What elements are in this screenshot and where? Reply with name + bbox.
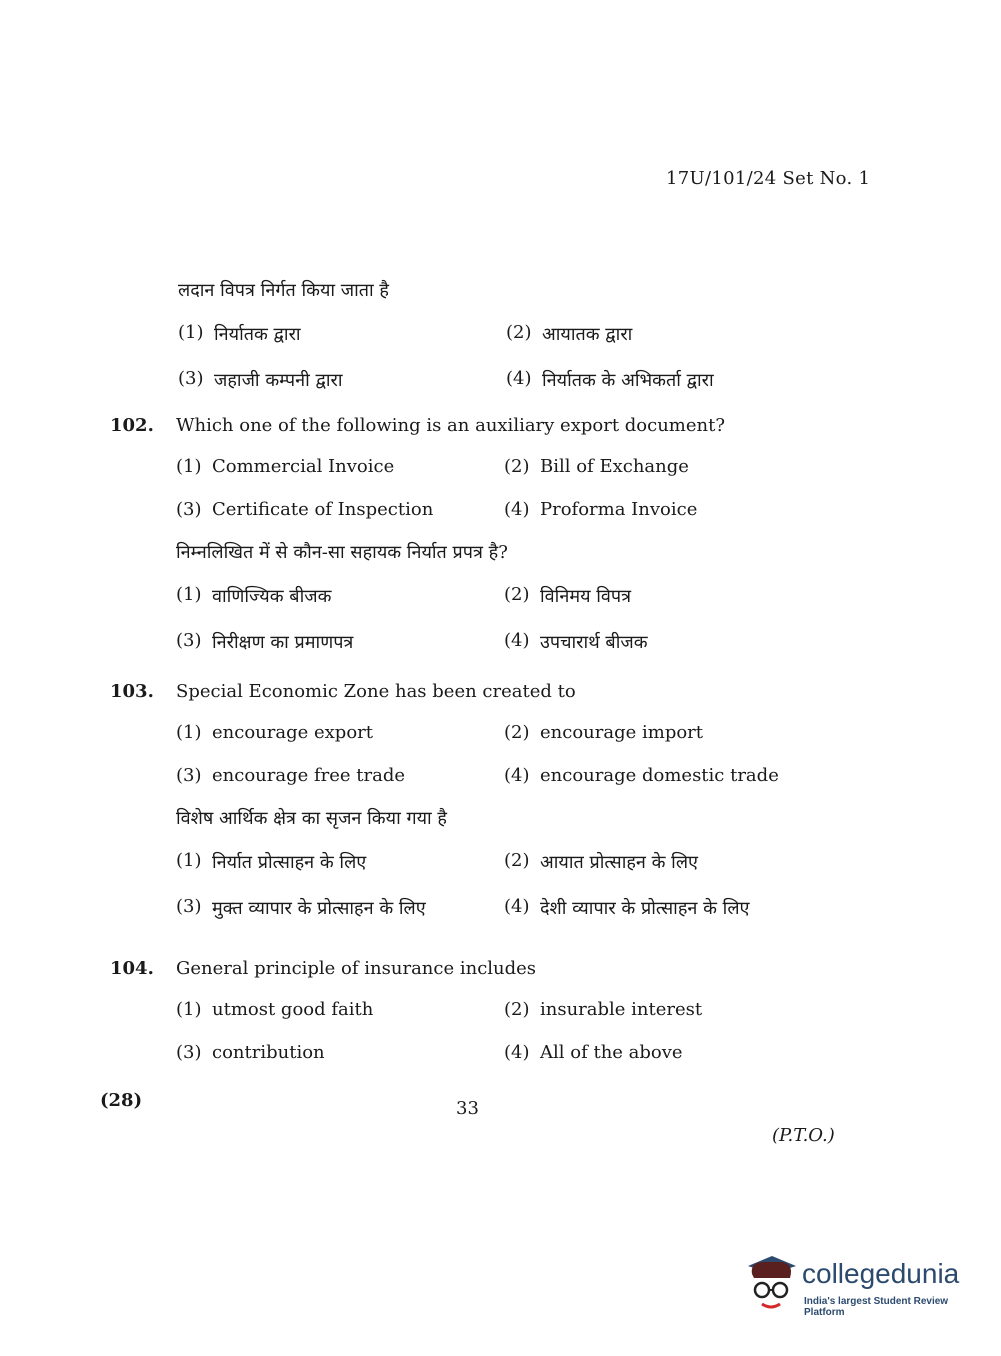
question-number: 104. bbox=[110, 958, 154, 979]
question-103 bbox=[110, 681, 870, 920]
option-3-hindi: (3) मुक्त व्यापार के प्रोत्साहन के लिए bbox=[176, 896, 426, 919]
option-4-hindi: (4) उपचारार्थ बीजक bbox=[504, 630, 648, 653]
option-3: (3) encourage free trade bbox=[176, 765, 406, 786]
option-4: (4) निर्यातक के अभिकर्ता द्वारा bbox=[506, 368, 714, 391]
set-number-header: 17U/101/24 Set No. 1 bbox=[666, 168, 871, 189]
options-grid bbox=[176, 722, 870, 786]
option-3: (3) contribution bbox=[176, 1042, 325, 1063]
brand-name: collegedunia bbox=[802, 1258, 960, 1289]
question-stem: General principle of insurance includes bbox=[176, 958, 537, 979]
options-grid-hindi bbox=[176, 850, 870, 920]
collegedunia-watermark bbox=[742, 1252, 982, 1322]
question-stem: Special Economic Zone has been created to bbox=[176, 681, 576, 702]
option-2: (2) Bill of Exchange bbox=[504, 456, 689, 477]
option-4: (4) encourage domestic trade bbox=[504, 765, 779, 786]
option-1: (1) Commercial Invoice bbox=[176, 456, 395, 477]
question-101-hindi bbox=[178, 278, 878, 392]
question-stem: Which one of the following is an auxiliary export document? bbox=[176, 415, 726, 436]
option-2-hindi: (2) विनिमय विपत्र bbox=[504, 584, 632, 607]
question-stem: लदान विपत्र निर्गत किया जाता है bbox=[178, 280, 389, 301]
brand-tagline: India's largest Student Review Platform bbox=[804, 1296, 949, 1318]
option-1-hindi: (1) वाणिज्यिक बीजक bbox=[176, 584, 332, 607]
options-grid bbox=[178, 322, 878, 392]
options-grid bbox=[176, 456, 870, 520]
question-104 bbox=[110, 958, 870, 1063]
student-mascot-icon bbox=[742, 1252, 800, 1314]
options-grid bbox=[176, 999, 870, 1063]
option-1: (1) निर्यातक द्वारा bbox=[178, 322, 301, 345]
option-2: (2) आयातक द्वारा bbox=[506, 322, 633, 345]
question-102 bbox=[110, 415, 870, 654]
option-2: (2) encourage import bbox=[504, 722, 704, 743]
page-number: 33 bbox=[456, 1098, 479, 1119]
question-stem-hindi: विशेष आर्थिक क्षेत्र का सृजन किया गया है bbox=[176, 808, 447, 829]
option-1-hindi: (1) निर्यात प्रोत्साहन के लिए bbox=[176, 850, 367, 873]
option-1: (1) utmost good faith bbox=[176, 999, 374, 1020]
question-count: (28) bbox=[100, 1090, 143, 1111]
option-3: (3) जहाजी कम्पनी द्वारा bbox=[178, 368, 343, 391]
please-turn-over: (P.T.O.) bbox=[772, 1125, 835, 1146]
option-3: (3) Certificate of Inspection bbox=[176, 499, 434, 520]
option-4: (4) Proforma Invoice bbox=[504, 499, 698, 520]
option-4: (4) All of the above bbox=[504, 1042, 683, 1063]
option-1: (1) encourage export bbox=[176, 722, 373, 743]
option-4-hindi: (4) देशी व्यापार के प्रोत्साहन के लिए bbox=[504, 896, 750, 919]
question-number: 103. bbox=[110, 681, 154, 702]
option-2-hindi: (2) आयात प्रोत्साहन के लिए bbox=[504, 850, 698, 873]
options-grid-hindi bbox=[176, 584, 870, 654]
option-2: (2) insurable interest bbox=[504, 999, 703, 1020]
question-stem-hindi: निम्नलिखित में से कौन-सा सहायक निर्यात प्रपत्र है? bbox=[176, 542, 508, 563]
option-3-hindi: (3) निरीक्षण का प्रमाणपत्र bbox=[176, 630, 354, 653]
question-number: 102. bbox=[110, 415, 154, 436]
